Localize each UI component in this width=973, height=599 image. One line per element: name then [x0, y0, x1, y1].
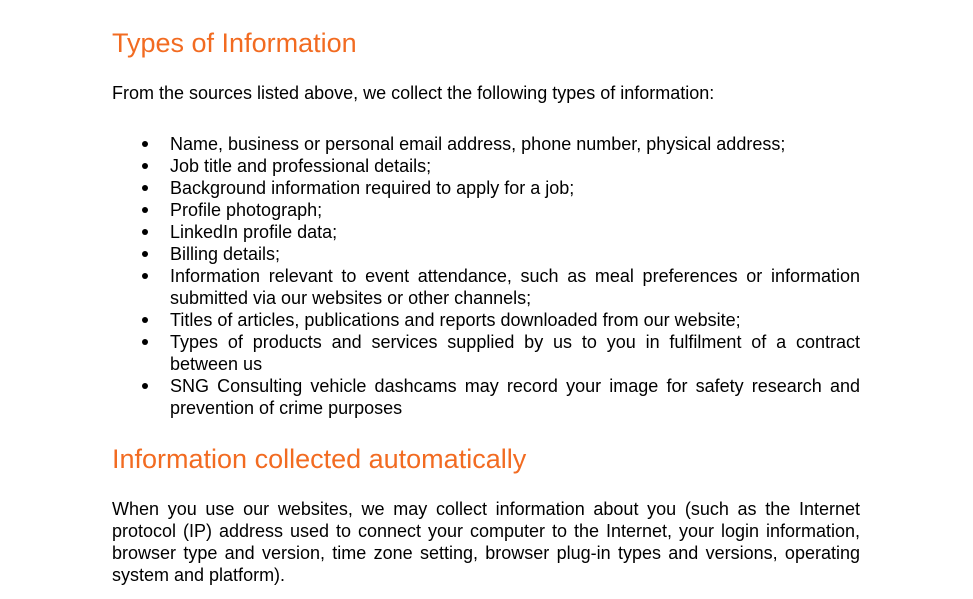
list-item-text: Types of products and services supplied by us to you in fulfilment of a contract between us	[170, 332, 860, 374]
bullet-icon	[142, 229, 148, 235]
bullet-icon	[142, 383, 148, 389]
list-item-text: Profile photograph;	[170, 200, 323, 220]
list-item-text: SNG Consulting vehicle dashcams may record your image for safety research and prevention of crime purposes	[170, 376, 860, 418]
list-item	[112, 155, 860, 177]
list-item-text: Information relevant to event attendance, such as meal preferences or information submitted via our websites or other channels;	[170, 266, 860, 308]
list-item-text: Job title and professional details;	[170, 156, 432, 176]
bullet-icon	[142, 273, 148, 279]
list-item	[112, 133, 860, 155]
bullet-icon	[142, 207, 148, 213]
bullet-icon	[142, 251, 148, 257]
list-item-text: Titles of articles, publications and reports downloaded from our website;	[170, 310, 741, 330]
section-paragraph: When you use our websites, we may collect information about you (such as the Internet protocol (IP) address used to connect your computer to the Internet, your login information, browser type and version, time zone setting, browser plug-in types and versions, operating system and platform).	[112, 499, 860, 585]
section-heading-information-collected-automatically: Information collected automatically	[112, 444, 527, 474]
list-item	[112, 375, 860, 419]
list-item-text: Billing details;	[170, 244, 281, 264]
list-item-text: Name, business or personal email address, phone number, physical address;	[170, 134, 786, 154]
bullet-icon	[142, 317, 148, 323]
list-item	[112, 309, 860, 331]
bullet-icon	[142, 141, 148, 147]
list-item	[112, 199, 860, 221]
list-item	[112, 221, 860, 243]
information-types-list	[112, 133, 860, 419]
list-item-text: Background information required to apply for a job;	[170, 178, 575, 198]
bullet-icon	[142, 163, 148, 169]
bullet-icon	[142, 339, 148, 345]
list-item	[112, 177, 860, 199]
section-intro: From the sources listed above, we collect the following types of information:	[112, 83, 715, 103]
list-item	[112, 243, 860, 265]
list-item-text: LinkedIn profile data;	[170, 222, 338, 242]
bullet-icon	[142, 185, 148, 191]
section-heading-types-of-information: Types of Information	[112, 28, 357, 58]
list-item	[112, 331, 860, 375]
list-item	[112, 265, 860, 309]
